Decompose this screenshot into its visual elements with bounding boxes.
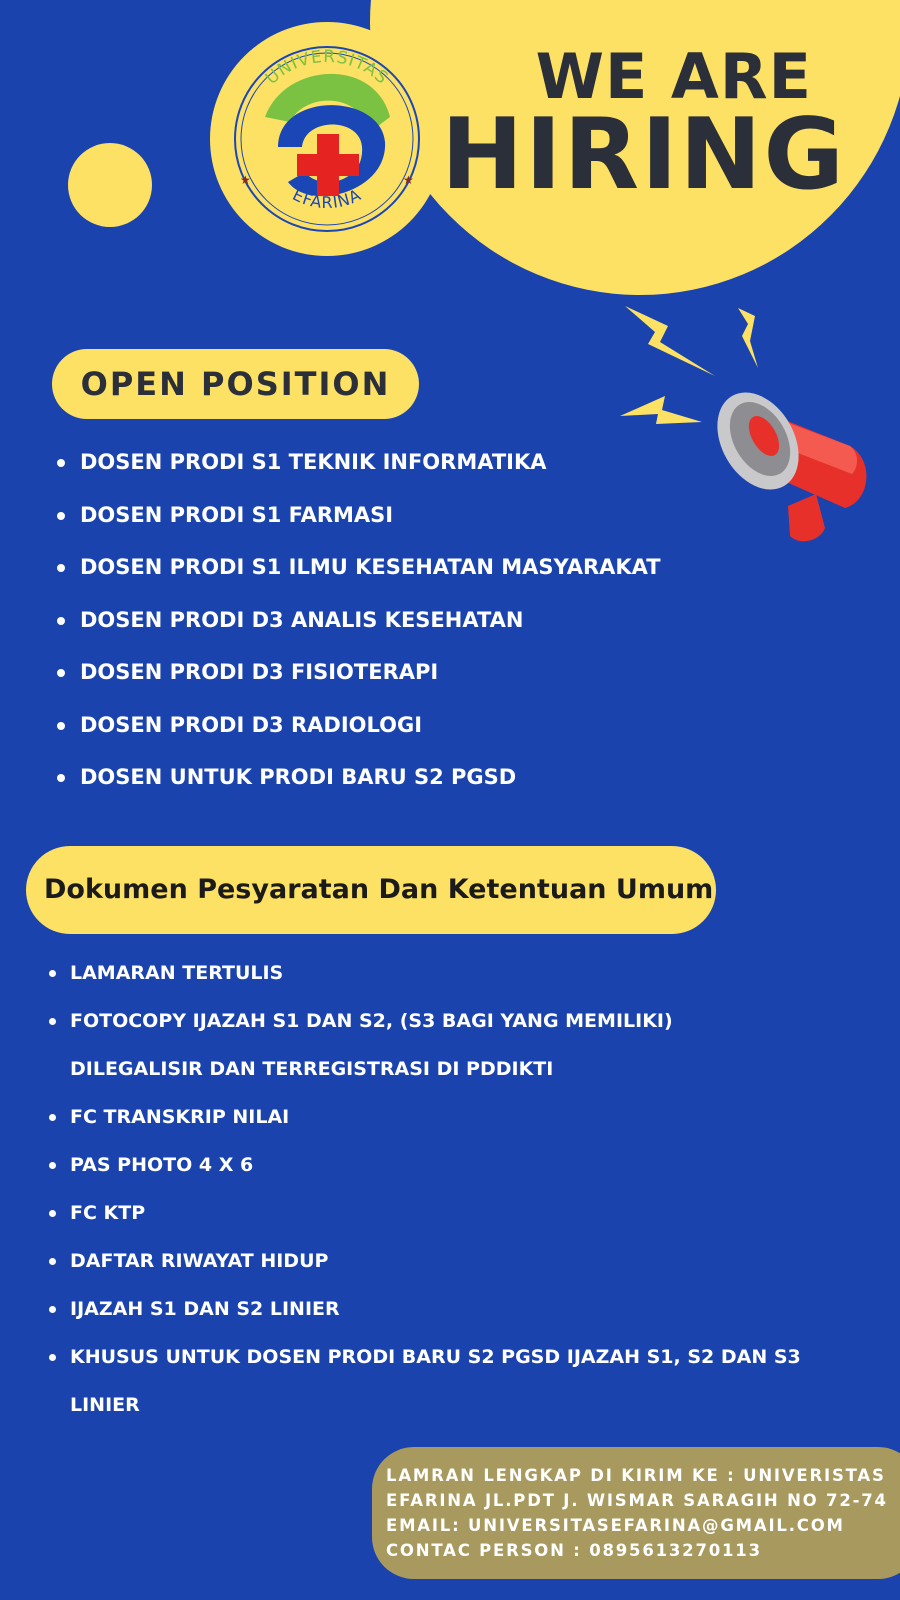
list-item: DOSEN PRODI D3 RADIOLOGI (54, 699, 744, 752)
list-item: DOSEN PRODI D3 ANALIS KESEHATAN (54, 594, 744, 647)
svg-text:★: ★ (403, 173, 414, 187)
list-item: PAS PHOTO 4 X 6 (46, 1141, 846, 1189)
list-item: FOTOCOPY IJAZAH S1 DAN S2, (S3 BAGI YANG MEMILIKI) DILEGALISIR DAN TERREGISTRASI DI PDDIKTI (46, 997, 760, 1093)
logo-top-text: UNIVERSITAS (261, 46, 393, 89)
contact-box (372, 1447, 900, 1579)
contact-line-address: LAMRAN LENGKAP DI KIRIM KE : UNIVERISTAS (386, 1466, 886, 1485)
list-item: DOSEN PRODI S1 ILMU KESEHATAN MASYARAKAT (54, 541, 744, 594)
list-item: KHUSUS UNTUK DOSEN PRODI BARU S2 PGSD IJAZAH S1, S2 DAN S3 LINIER (46, 1333, 860, 1429)
requirements-title: Dokumen Pesyaratan Dan Ketentuan Umum (26, 846, 716, 934)
list-item: IJAZAH S1 DAN S2 LINIER (46, 1285, 846, 1333)
contact-line-email: EMAIL: UNIVERSITASEFARINA@GMAIL.COM (386, 1516, 845, 1535)
svg-text:★: ★ (240, 173, 251, 187)
list-item: DOSEN PRODI S1 FARMASI (54, 489, 744, 542)
logo-bottom-text: EFARINA (289, 184, 365, 213)
contact-line-street: EFARINA JL.PDT J. WISMAR SARAGIH NO 72-74 (386, 1491, 888, 1510)
hero-line-hiring: HIRING (441, 98, 846, 212)
small-yellow-dot (68, 143, 152, 227)
open-position-list (54, 436, 744, 804)
logo-badge (210, 22, 444, 256)
universitas-efarina-logo-icon (210, 22, 444, 256)
list-item: LAMARAN TERTULIS (46, 949, 846, 997)
hero-line-we-are: WE ARE (535, 40, 812, 113)
contact-line-phone: CONTAC PERSON : 0895613270113 (386, 1541, 762, 1560)
list-item: DOSEN PRODI S1 TEKNIK INFORMATIKA (54, 436, 744, 489)
list-item: FC KTP (46, 1189, 846, 1237)
list-item: DAFTAR RIWAYAT HIDUP (46, 1237, 846, 1285)
open-position-title: OPEN POSITION (52, 349, 419, 419)
list-item: DOSEN UNTUK PRODI BARU S2 PGSD (54, 751, 744, 804)
list-item: DOSEN PRODI D3 FISIOTERAPI (54, 646, 744, 699)
list-item: FC TRANSKRIP NILAI (46, 1093, 846, 1141)
requirements-list (46, 949, 846, 1429)
